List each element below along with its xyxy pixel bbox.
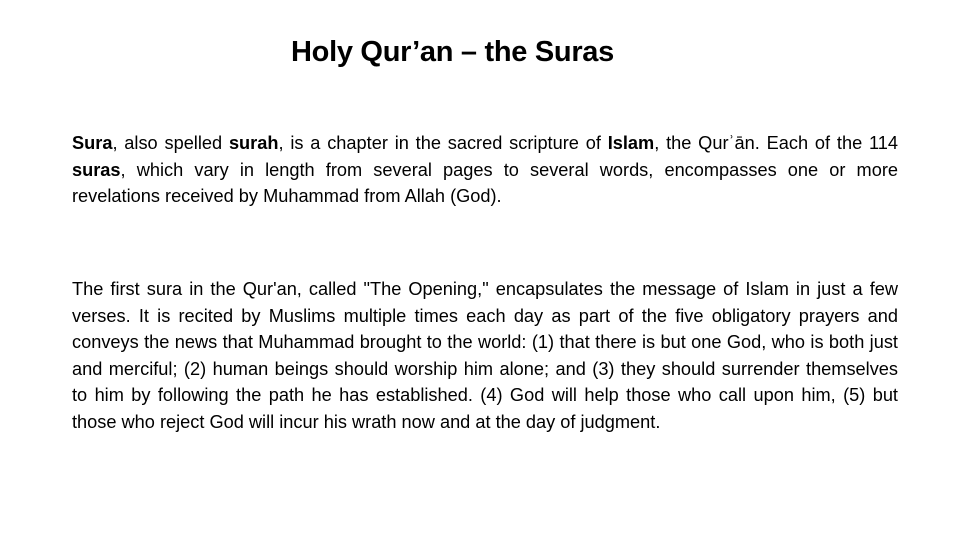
bold-term-sura: Sura xyxy=(72,133,113,153)
text-segment: , the Qurʾān. Each of the 114 xyxy=(654,133,898,153)
text-segment: , also spelled xyxy=(112,133,229,153)
text-segment: , is a chapter in the sacred scripture of xyxy=(278,133,608,153)
bold-term-suras: suras xyxy=(72,159,121,180)
paragraph-sura-definition xyxy=(72,130,898,210)
slide-title: Holy Qur’an – the Suras xyxy=(291,36,614,68)
bold-term-islam: Islam xyxy=(607,133,655,153)
bold-term-surah: surah xyxy=(228,133,279,153)
text-segment: , which vary in length from several pages to several words, encompasses one or more revelations received by Muhammad from Allah (God). xyxy=(72,159,898,206)
paragraph-first-sura: The first sura in the Qur'an, called "The Opening," encapsulates the message of Islam in just a few verses. It is recited by Muslims multiple times each day as part of the five obligatory prayers and conveys the news that Muhammad brought to the world: (1) that there is but one God, who is both just and merciful; (2) human beings should worship him alone; and (3) they should surrender themselves to him by following the path he has established. (4) God will help those who call upon him, (5) but those who reject God will incur his wrath now and at the day of judgment. xyxy=(72,279,898,432)
